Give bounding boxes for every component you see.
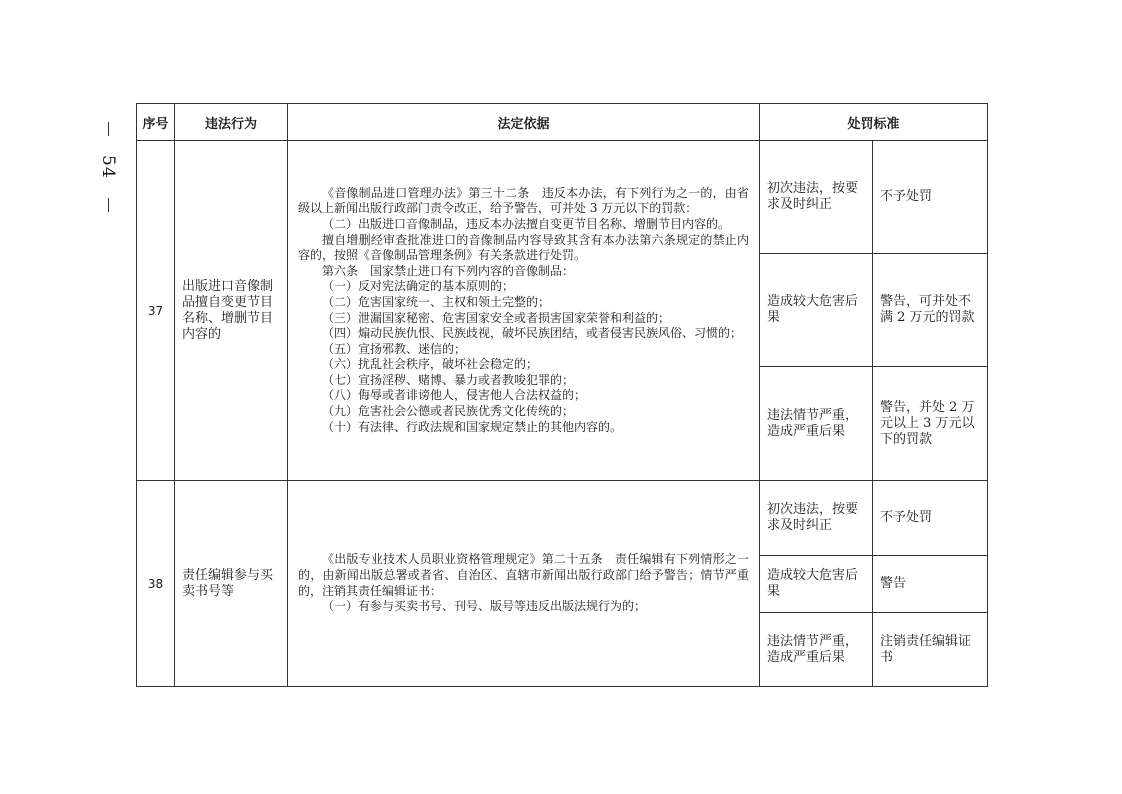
penalty-standard: 警告，可并处不满 2 万元的罚款 [873,254,988,367]
penalty-standard: 警告，并处 2 万元以上 3 万元以下的罚款 [873,367,988,481]
row-violation: 责任编辑参与买卖书号等 [175,481,288,687]
header-violation: 违法行为 [175,104,288,141]
penalty-standard: 不予处罚 [873,481,988,556]
basis-item: （二）危害国家统一、主权和领土完整的； [322,294,551,309]
basis-item: （九）危害社会公德或者民族优秀文化传统的； [322,404,575,419]
table-row [137,141,988,254]
basis-item: （四）煽动民族仇恨、民族歧视，破坏民族团结，或者侵害民族风俗、习惯的； [322,326,743,341]
row-violation: 出版进口音像制品擅自变更节目名称、增删节目内容的 [175,141,288,481]
penalty-case: 造成较大危害后果 [760,556,873,613]
penalty-case: 违法情节严重，造成严重后果 [760,367,873,481]
penalty-standard: 不予处罚 [873,141,988,254]
basis-item: （七）宣扬淫秽、赌博、暴力或者教唆犯罪的； [322,372,575,387]
penalty-case: 违法情节严重，造成严重后果 [760,613,873,687]
page-number-dash-bottom [108,198,109,212]
table-row [137,481,988,556]
basis-item: （五）宣扬邪教、迷信的； [322,341,467,356]
basis-paragraph: 第六条 国家禁止进口有下列内容的音像制品： [322,263,575,278]
header-seq: 序号 [137,104,175,141]
page-number [98,122,118,212]
row-seq: 37 [137,141,175,481]
row-seq: 38 [137,481,175,687]
basis-item: （一）有参与买卖书号、刊号、版号等违反出版法规行为的； [322,599,647,614]
penalty-case: 初次违法，按要求及时纠正 [760,141,873,254]
basis-paragraph: 擅自增删经审查批准进口的音像制品内容导致其含有本办法第六条规定的禁止内容的，按照《音像制品管理条例》有关条款进行处罚。 [298,232,749,263]
basis-paragraph: （二）出版进口音像制品，违反本办法擅自变更节目名称、增删节目内容的。 [322,216,731,231]
table-header-row [137,104,988,141]
basis-paragraph: 《音像制品进口管理办法》第三十二条 违反本办法，有下列行为之一的，由省级以上新闻出版行政部门责令改正，给予警告，可并处 3 万元以下的罚款： [298,185,749,216]
header-penalty: 处罚标准 [760,104,988,141]
basis-item: （六）扰乱社会秩序，破坏社会稳定的； [322,357,539,372]
basis-paragraph: 《出版专业技术人员职业资格管理规定》第二十五条 责任编辑有下列情形之一的，由新闻出版总署或者省、自治区、直辖市新闻出版行政部门给予警告；情节严重的，注销其责任编辑证书： [298,552,749,598]
basis-item: （三）泄漏国家秘密、危害国家安全或者损害国家荣誉和利益的； [322,310,671,325]
page-number-text: 54 [98,155,118,179]
row-basis [288,141,760,481]
page-number-dash-top [108,122,109,136]
basis-item: （十）有法律、行政法规和国家规定禁止的其他内容的。 [322,419,623,434]
header-basis: 法定依据 [288,104,760,141]
penalty-case: 造成较大危害后果 [760,254,873,367]
basis-item: （八）侮辱或者诽谤他人，侵害他人合法权益的； [322,388,587,403]
penalty-standard: 警告 [873,556,988,613]
penalty-case: 初次违法，按要求及时纠正 [760,481,873,556]
basis-item: （一）反对宪法确定的基本原则的； [322,279,515,294]
penalty-standard: 注销责任编辑证书 [873,613,988,687]
penalty-table [136,103,988,687]
row-basis [288,481,760,687]
